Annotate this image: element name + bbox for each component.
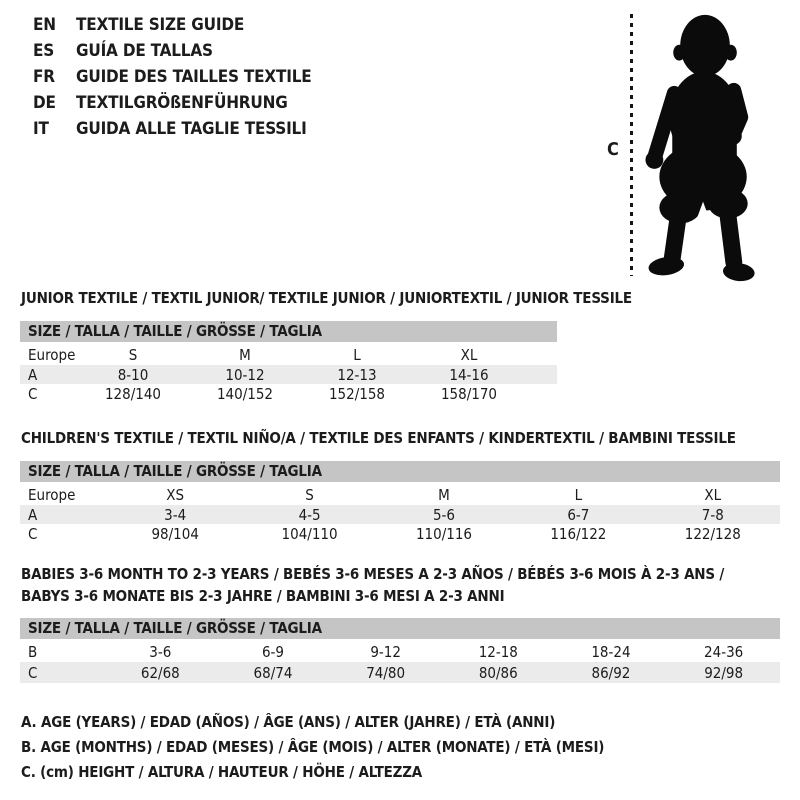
size-header-bar: SIZE / TALLA / TAILLE / GRÖSSE / TAGLIA — [20, 618, 780, 639]
children-size-table — [20, 461, 780, 543]
table-cell: 18-24 — [591, 642, 631, 661]
table-cell: 158/170 — [440, 384, 498, 403]
height-measure-label: C — [607, 139, 619, 160]
table-cell: 80/86 — [478, 663, 518, 682]
children-section-title: CHILDREN'S TEXTILE / TEXTIL NIÑO/A / TEXTILE DES ENFANTS / KINDERTEXTIL / BAMBINI TESSILE — [21, 429, 736, 447]
language-code: ES — [33, 41, 55, 61]
legend-line-a: A. AGE (YEARS) / EDAD (AÑOS) / ÂGE (ANS) / ALTER (JAHRE) / ETÀ (ANNI) — [21, 713, 556, 731]
legend-line-c: C. (cm) HEIGHT / ALTURA / HAUTEUR / HÖHE / ALTEZZA — [21, 763, 423, 781]
table-cell: M — [239, 345, 251, 364]
row-label: A — [28, 505, 38, 524]
junior-section-title: JUNIOR TEXTILE / TEXTIL JUNIOR/ TEXTILE JUNIOR / JUNIORTEXTIL / JUNIOR TESSILE — [21, 289, 632, 307]
table-row — [20, 344, 557, 365]
language-title: GUIDE DES TAILLES TEXTILE — [76, 67, 312, 87]
table-cell: 3-4 — [164, 505, 187, 524]
babies-title-line2: BABYS 3-6 MONATE BIS 2-3 JAHRE / BAMBINI 3-6 MESI A 2-3 ANNI — [21, 587, 505, 605]
table-cell: M — [438, 485, 450, 504]
table-cell: 8-10 — [117, 365, 149, 384]
row-label: C — [28, 524, 38, 543]
measurement-legend — [21, 710, 604, 785]
table-cell: S — [128, 345, 138, 364]
table-cell: 6-9 — [261, 642, 284, 661]
table-cell-empty — [525, 344, 557, 365]
table-cell: 92/98 — [704, 663, 744, 682]
row-label: Europe — [28, 345, 76, 364]
size-header-bar: SIZE / TALLA / TAILLE / GRÖSSE / TAGLIA — [20, 321, 557, 342]
table-cell: XL — [704, 485, 722, 504]
language-code: IT — [33, 119, 49, 139]
table-cell-empty — [525, 384, 557, 403]
junior-table-grid — [20, 344, 557, 403]
row-label: Europe — [28, 485, 76, 504]
babies-title-line1: BABIES 3-6 MONTH TO 2-3 YEARS / BEBÉS 3-6 MESES A 2-3 AÑOS / BÉBÉS 3-6 MOIS À 2-3 ANS / — [21, 565, 725, 583]
table-cell: 74/80 — [366, 663, 406, 682]
table-cell: 7-8 — [701, 505, 724, 524]
table-cell: 10-12 — [225, 365, 265, 384]
children-table-grid — [20, 484, 780, 543]
legend-line-b: B. AGE (MONTHS) / EDAD (MESES) / ÂGE (MOIS) / ALTER (MONATE) / ETÀ (MESI) — [21, 738, 605, 756]
language-code: EN — [33, 15, 56, 35]
row-label: C — [28, 384, 38, 403]
row-label: B — [28, 642, 38, 661]
babies-section-title — [21, 563, 724, 607]
table-cell: XS — [166, 485, 185, 504]
table-row — [20, 524, 780, 543]
table-cell: 3-6 — [149, 642, 172, 661]
language-row-en — [33, 12, 312, 38]
babies-size-table — [20, 618, 780, 683]
language-row-es — [33, 38, 312, 64]
language-row-it — [33, 116, 312, 142]
junior-size-table — [20, 321, 557, 403]
language-row-fr — [33, 64, 312, 90]
table-row — [20, 505, 780, 524]
table-cell: 6-7 — [567, 505, 590, 524]
babies-table-grid — [20, 641, 780, 683]
table-cell: 4-5 — [298, 505, 321, 524]
table-cell: L — [574, 485, 583, 504]
table-cell: 5-6 — [432, 505, 455, 524]
language-title: TEXTILGRÖßENFÜHRUNG — [76, 93, 288, 113]
table-row — [20, 365, 557, 384]
table-cell: L — [353, 345, 361, 364]
table-row — [20, 662, 780, 683]
table-cell: 12-13 — [337, 365, 377, 384]
language-title-list — [33, 12, 312, 142]
language-title: GUÍA DE TALLAS — [76, 41, 213, 61]
table-cell: 9-12 — [370, 642, 401, 661]
row-label: A — [28, 365, 38, 384]
row-label: C — [28, 663, 38, 682]
table-cell: 122/128 — [684, 524, 741, 543]
table-cell: 68/74 — [253, 663, 293, 682]
table-cell: 24-36 — [704, 642, 744, 661]
table-cell: 12-18 — [478, 642, 518, 661]
table-row — [20, 641, 780, 662]
table-cell: 98/104 — [151, 524, 199, 543]
table-cell: 14-16 — [449, 365, 489, 384]
table-cell: S — [305, 485, 314, 504]
table-cell: 116/122 — [550, 524, 607, 543]
table-cell: 104/110 — [281, 524, 338, 543]
language-title: GUIDA ALLE TAGLIE TESSILI — [76, 119, 307, 139]
height-measure-dotted-line — [630, 14, 633, 276]
table-cell: XL — [460, 345, 478, 364]
table-cell: 152/158 — [328, 384, 386, 403]
table-cell-empty — [525, 365, 557, 384]
language-code: DE — [33, 93, 56, 113]
table-row — [20, 384, 557, 403]
table-cell: 62/68 — [140, 663, 180, 682]
size-header-bar: SIZE / TALLA / TAILLE / GRÖSSE / TAGLIA — [20, 461, 780, 482]
toddler-silhouette-icon — [641, 6, 776, 284]
language-row-de — [33, 90, 312, 116]
language-code: FR — [33, 67, 55, 87]
table-row — [20, 484, 780, 505]
table-cell: 110/116 — [415, 524, 472, 543]
table-cell: 128/140 — [104, 384, 162, 403]
table-cell: 86/92 — [591, 663, 631, 682]
table-cell: 140/152 — [216, 384, 274, 403]
language-title: TEXTILE SIZE GUIDE — [76, 15, 245, 35]
